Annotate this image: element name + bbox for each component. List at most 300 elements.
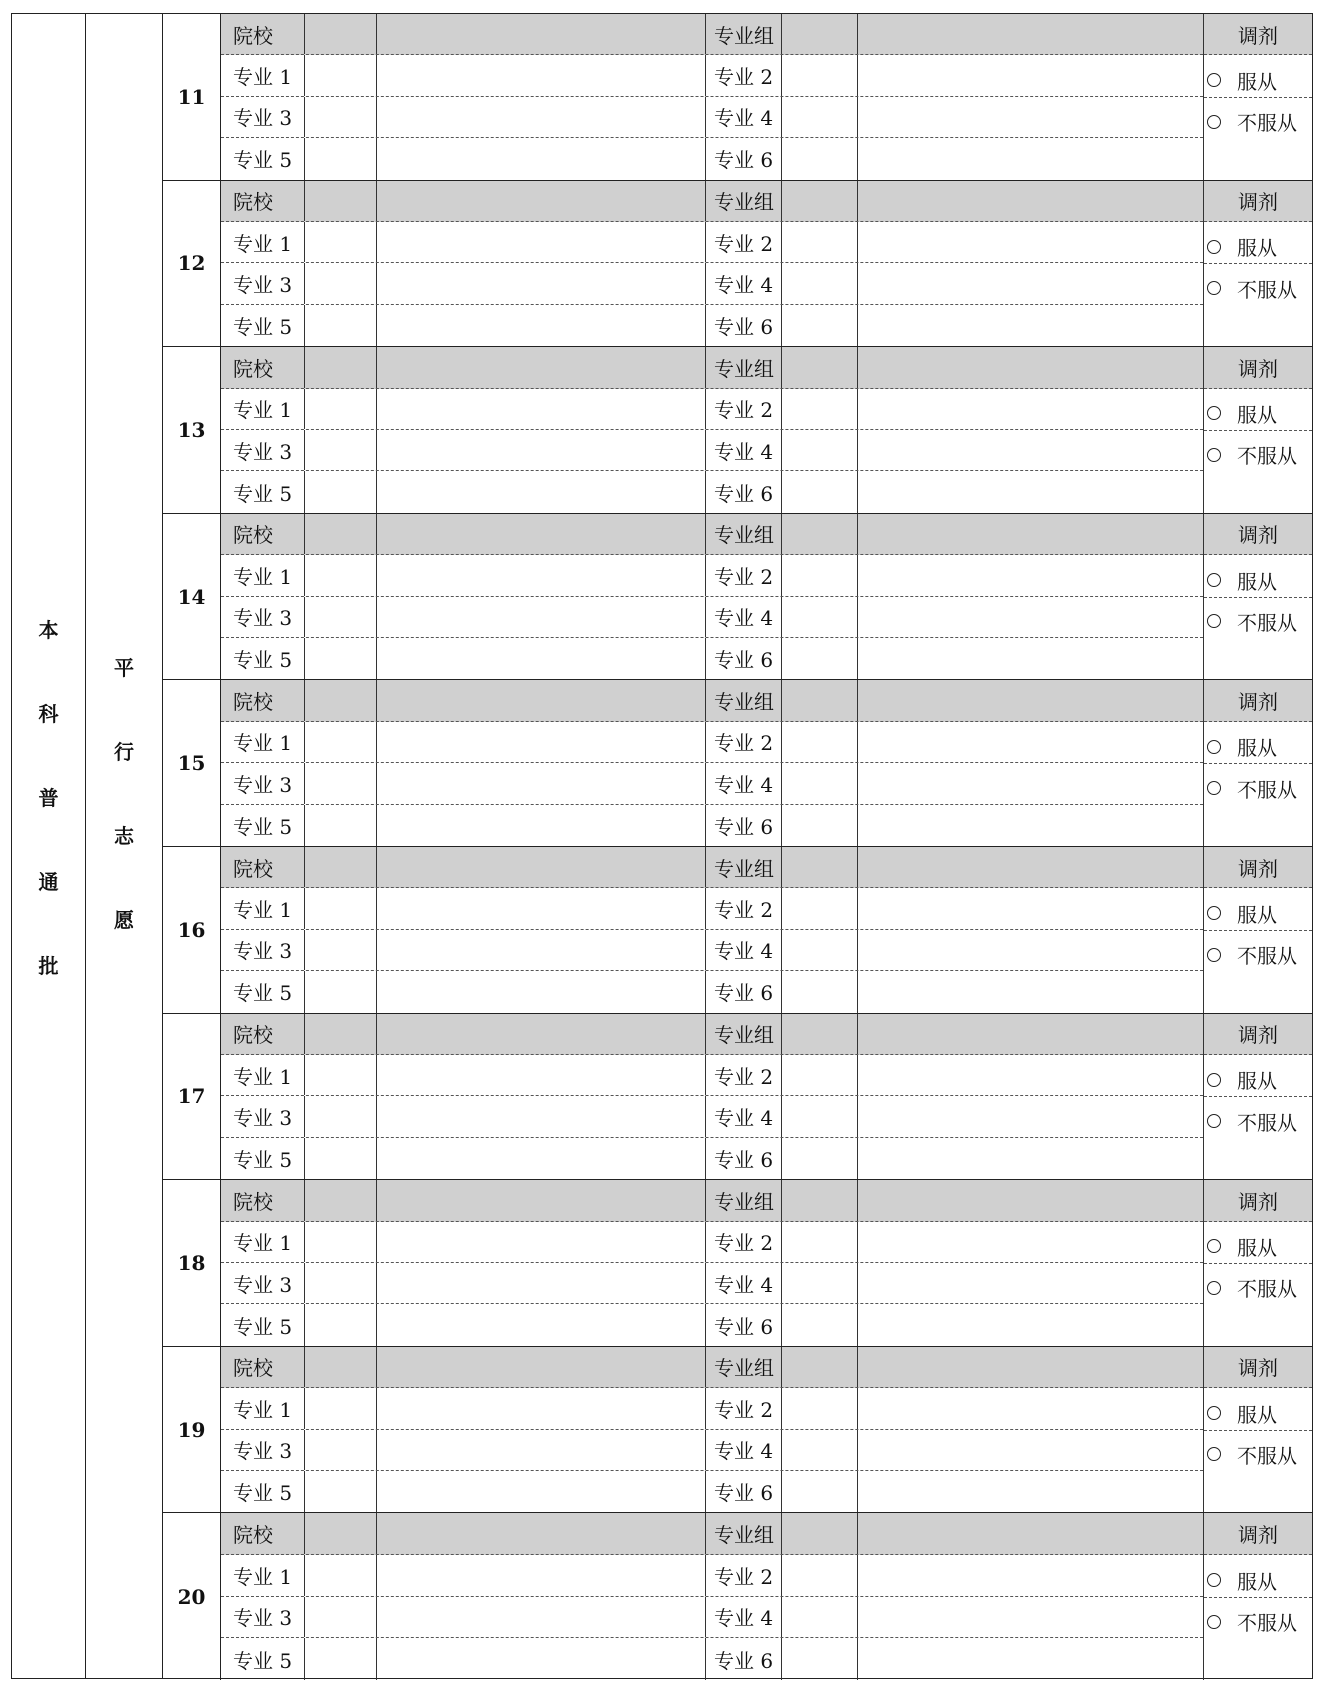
major-3-code-field[interactable] xyxy=(305,1430,377,1470)
major-3-code-field[interactable] xyxy=(305,430,377,470)
major-5-name-field[interactable] xyxy=(377,138,706,179)
major-2-name-field[interactable] xyxy=(858,389,1203,429)
school-name-field[interactable] xyxy=(377,1180,706,1220)
decline-label: 不服从 xyxy=(1237,111,1297,136)
major-5-code-field[interactable] xyxy=(305,1138,377,1179)
school-label: 院校 xyxy=(221,514,305,554)
school-code-field[interactable] xyxy=(305,347,377,387)
major-4-code-field[interactable] xyxy=(782,1096,858,1136)
major-group-name-field[interactable] xyxy=(858,1347,1203,1387)
adjustment-divider xyxy=(1204,1430,1312,1431)
major-6-code-field[interactable] xyxy=(782,471,858,512)
major-4-name-field[interactable] xyxy=(858,1096,1203,1136)
major-6-name-field[interactable] xyxy=(858,471,1203,512)
major-4-code-field[interactable] xyxy=(782,1430,858,1470)
accept-radio-icon[interactable] xyxy=(1207,740,1221,754)
major-2-name-field[interactable] xyxy=(858,722,1203,762)
accept-label: 服从 xyxy=(1237,569,1277,594)
major-2-name-field[interactable] xyxy=(858,1055,1203,1095)
major-4-name-field[interactable] xyxy=(858,1597,1203,1638)
major-row xyxy=(221,1222,1203,1263)
major-1-code-field[interactable] xyxy=(305,1222,377,1262)
major-6-code-field[interactable] xyxy=(782,138,858,179)
major-1-code-field[interactable] xyxy=(305,888,377,928)
accept-option[interactable] xyxy=(1207,65,1277,95)
major-4-name-field[interactable] xyxy=(858,930,1203,970)
major-group-code-field[interactable] xyxy=(782,1347,858,1387)
major-1-name-field[interactable] xyxy=(377,555,706,595)
school-row xyxy=(221,14,1203,55)
accept-label: 服从 xyxy=(1237,236,1277,261)
major-1-name-field[interactable] xyxy=(377,1222,706,1262)
adjustment-label: 调剂 xyxy=(1204,847,1312,888)
decline-option[interactable] xyxy=(1207,607,1297,637)
major-2-label: 专业 2 xyxy=(706,888,782,928)
volunteer-number: 19 xyxy=(163,1347,221,1513)
major-4-name-field[interactable] xyxy=(858,763,1203,803)
major-5-code-field[interactable] xyxy=(305,1304,377,1345)
major-5-code-field[interactable] xyxy=(305,138,377,179)
major-group-name-field[interactable] xyxy=(858,1513,1203,1554)
decline-option[interactable] xyxy=(1207,1106,1297,1136)
major-3-label: 专业 3 xyxy=(221,97,305,137)
adjustment-cell xyxy=(1203,1014,1312,1180)
accept-label: 服从 xyxy=(1237,402,1277,427)
accept-option[interactable] xyxy=(1207,232,1277,262)
major-group-name-field[interactable] xyxy=(858,514,1203,554)
major-3-name-field[interactable] xyxy=(377,597,706,637)
major-6-name-field[interactable] xyxy=(858,805,1203,846)
accept-radio-icon[interactable] xyxy=(1207,1239,1221,1253)
adjustment-label: 调剂 xyxy=(1204,1014,1312,1055)
major-2-code-field[interactable] xyxy=(782,555,858,595)
accept-option[interactable] xyxy=(1207,399,1277,429)
major-group-code-field[interactable] xyxy=(782,680,858,720)
major-3-name-field[interactable] xyxy=(377,1430,706,1470)
major-6-name-field[interactable] xyxy=(858,305,1203,346)
school-row xyxy=(221,847,1203,888)
major-row xyxy=(221,597,1203,638)
accept-radio-icon[interactable] xyxy=(1207,1406,1221,1420)
major-6-label: 专业 6 xyxy=(706,638,782,679)
decline-option[interactable] xyxy=(1207,940,1297,970)
accept-label: 服从 xyxy=(1237,69,1277,94)
decline-radio-icon[interactable] xyxy=(1207,1281,1221,1295)
major-row xyxy=(221,763,1203,804)
major-5-name-field[interactable] xyxy=(377,971,706,1012)
volunteer-block xyxy=(163,1347,1312,1514)
school-label: 院校 xyxy=(221,1347,305,1387)
accept-radio-icon[interactable] xyxy=(1207,73,1221,87)
major-2-name-field[interactable] xyxy=(858,55,1203,95)
adjustment-cell xyxy=(1203,1347,1312,1513)
major-3-code-field[interactable] xyxy=(305,1597,377,1638)
major-5-code-field[interactable] xyxy=(305,805,377,846)
school-code-field[interactable] xyxy=(305,680,377,720)
major-4-name-field[interactable] xyxy=(858,597,1203,637)
major-2-name-field[interactable] xyxy=(858,222,1203,262)
major-4-code-field[interactable] xyxy=(782,930,858,970)
major-group-code-field[interactable] xyxy=(782,1180,858,1220)
decline-option[interactable] xyxy=(1207,1607,1297,1637)
accept-option[interactable] xyxy=(1207,1065,1277,1095)
major-2-name-field[interactable] xyxy=(858,1555,1203,1596)
school-name-field[interactable] xyxy=(377,181,706,221)
volunteer-number: 20 xyxy=(163,1513,221,1680)
major-4-code-field[interactable] xyxy=(782,1263,858,1303)
major-5-code-field[interactable] xyxy=(305,305,377,346)
major-4-name-field[interactable] xyxy=(858,1430,1203,1470)
major-row xyxy=(221,805,1203,846)
major-group-name-field[interactable] xyxy=(858,14,1203,54)
major-4-name-field[interactable] xyxy=(858,1263,1203,1303)
school-code-field[interactable] xyxy=(305,181,377,221)
major-group-code-field[interactable] xyxy=(782,347,858,387)
major-2-code-field[interactable] xyxy=(782,722,858,762)
major-4-name-field[interactable] xyxy=(858,263,1203,303)
major-group-code-field[interactable] xyxy=(782,181,858,221)
major-group-label: 专业组 xyxy=(706,14,782,54)
accept-option[interactable] xyxy=(1207,565,1277,595)
major-3-code-field[interactable] xyxy=(305,763,377,803)
major-1-label: 专业 1 xyxy=(221,389,305,429)
major-6-name-field[interactable] xyxy=(858,138,1203,179)
school-label: 院校 xyxy=(221,1513,305,1554)
volunteer-block xyxy=(163,347,1312,514)
accept-radio-icon[interactable] xyxy=(1207,406,1221,420)
adjustment-divider xyxy=(1204,1597,1312,1598)
decline-radio-icon[interactable] xyxy=(1207,115,1221,129)
adjustment-cell xyxy=(1203,847,1312,1013)
adjustment-divider xyxy=(1204,97,1312,98)
decline-radio-icon[interactable] xyxy=(1207,781,1221,795)
decline-radio-icon[interactable] xyxy=(1207,614,1221,628)
school-name-field[interactable] xyxy=(377,1347,706,1387)
decline-label: 不服从 xyxy=(1237,1277,1297,1302)
major-row xyxy=(221,1138,1203,1179)
school-name-field[interactable] xyxy=(377,347,706,387)
decline-option[interactable] xyxy=(1207,773,1297,803)
major-4-code-field[interactable] xyxy=(782,763,858,803)
major-1-name-field[interactable] xyxy=(377,722,706,762)
accept-option[interactable] xyxy=(1207,1398,1277,1428)
major-group-label: 专业组 xyxy=(706,514,782,554)
volunteer-number: 18 xyxy=(163,1180,221,1346)
major-6-code-field[interactable] xyxy=(782,1638,858,1680)
adjustment-label: 调剂 xyxy=(1204,14,1312,55)
major-2-name-field[interactable] xyxy=(858,1222,1203,1262)
major-6-code-field[interactable] xyxy=(782,1304,858,1345)
major-group-name-field[interactable] xyxy=(858,847,1203,887)
major-3-label: 专业 3 xyxy=(221,430,305,470)
decline-label: 不服从 xyxy=(1237,610,1297,635)
adjustment-label: 调剂 xyxy=(1204,347,1312,388)
major-1-name-field[interactable] xyxy=(377,222,706,262)
decline-option[interactable] xyxy=(1207,440,1297,470)
school-name-field[interactable] xyxy=(377,14,706,54)
major-5-label: 专业 5 xyxy=(221,1304,305,1345)
major-6-name-field[interactable] xyxy=(858,1471,1203,1512)
major-5-name-field[interactable] xyxy=(377,805,706,846)
decline-radio-icon[interactable] xyxy=(1207,1114,1221,1128)
major-3-name-field[interactable] xyxy=(377,97,706,137)
volunteer-block xyxy=(163,1513,1312,1680)
major-5-label: 专业 5 xyxy=(221,805,305,846)
major-5-name-field[interactable] xyxy=(377,638,706,679)
major-3-name-field[interactable] xyxy=(377,1096,706,1136)
major-5-name-field[interactable] xyxy=(377,1138,706,1179)
major-5-label: 专业 5 xyxy=(221,1638,305,1680)
major-1-code-field[interactable] xyxy=(305,722,377,762)
major-5-code-field[interactable] xyxy=(305,638,377,679)
accept-radio-icon[interactable] xyxy=(1207,240,1221,254)
major-2-code-field[interactable] xyxy=(782,1388,858,1428)
volunteer-type-column xyxy=(86,14,163,1678)
school-code-field[interactable] xyxy=(305,1513,377,1554)
major-6-code-field[interactable] xyxy=(782,1138,858,1179)
major-4-code-field[interactable] xyxy=(782,97,858,137)
major-3-label: 专业 3 xyxy=(221,597,305,637)
decline-option[interactable] xyxy=(1207,273,1297,303)
accept-label: 服从 xyxy=(1237,902,1277,927)
major-5-name-field[interactable] xyxy=(377,1638,706,1680)
decline-radio-icon[interactable] xyxy=(1207,281,1221,295)
major-2-label: 专业 2 xyxy=(706,222,782,262)
major-4-code-field[interactable] xyxy=(782,597,858,637)
major-4-code-field[interactable] xyxy=(782,1597,858,1638)
major-row xyxy=(221,1471,1203,1512)
major-1-label: 专业 1 xyxy=(221,888,305,928)
decline-option[interactable] xyxy=(1207,1273,1297,1303)
major-group-code-field[interactable] xyxy=(782,14,858,54)
accept-option[interactable] xyxy=(1207,1232,1277,1262)
major-6-code-field[interactable] xyxy=(782,638,858,679)
major-6-name-field[interactable] xyxy=(858,638,1203,679)
major-4-label: 专业 4 xyxy=(706,97,782,137)
major-1-name-field[interactable] xyxy=(377,1555,706,1596)
batch-label-char: 通 xyxy=(38,870,59,894)
major-2-code-field[interactable] xyxy=(782,1555,858,1596)
major-1-label: 专业 1 xyxy=(221,555,305,595)
accept-radio-icon[interactable] xyxy=(1207,1073,1221,1087)
major-6-code-field[interactable] xyxy=(782,971,858,1012)
school-row xyxy=(221,1347,1203,1388)
major-group-label: 专业组 xyxy=(706,1347,782,1387)
major-2-code-field[interactable] xyxy=(782,1222,858,1262)
school-name-field[interactable] xyxy=(377,847,706,887)
school-row xyxy=(221,1014,1203,1055)
major-2-code-field[interactable] xyxy=(782,1055,858,1095)
volunteer-number: 12 xyxy=(163,181,221,347)
school-code-field[interactable] xyxy=(305,514,377,554)
major-6-label: 专业 6 xyxy=(706,471,782,512)
major-group-code-field[interactable] xyxy=(782,1513,858,1554)
major-2-name-field[interactable] xyxy=(858,555,1203,595)
major-1-label: 专业 1 xyxy=(221,722,305,762)
decline-radio-icon[interactable] xyxy=(1207,448,1221,462)
major-4-label: 专业 4 xyxy=(706,1430,782,1470)
major-group-code-field[interactable] xyxy=(782,514,858,554)
school-code-field[interactable] xyxy=(305,1180,377,1220)
major-group-code-field[interactable] xyxy=(782,1014,858,1054)
major-5-code-field[interactable] xyxy=(305,1471,377,1512)
volunteer-rows xyxy=(221,181,1203,347)
major-row xyxy=(221,1096,1203,1137)
major-6-code-field[interactable] xyxy=(782,805,858,846)
major-5-code-field[interactable] xyxy=(305,471,377,512)
school-name-field[interactable] xyxy=(377,680,706,720)
major-6-label: 专业 6 xyxy=(706,1638,782,1680)
major-1-name-field[interactable] xyxy=(377,1055,706,1095)
volunteer-type-label xyxy=(86,626,162,962)
major-6-code-field[interactable] xyxy=(782,305,858,346)
major-3-name-field[interactable] xyxy=(377,263,706,303)
major-5-name-field[interactable] xyxy=(377,305,706,346)
school-code-field[interactable] xyxy=(305,1014,377,1054)
school-row xyxy=(221,181,1203,222)
major-3-code-field[interactable] xyxy=(305,597,377,637)
batch-label-char: 普 xyxy=(38,786,59,810)
adjustment-label: 调剂 xyxy=(1204,680,1312,721)
major-1-code-field[interactable] xyxy=(305,1388,377,1428)
major-6-label: 专业 6 xyxy=(706,1138,782,1179)
accept-label: 服从 xyxy=(1237,1069,1277,1094)
accept-option[interactable] xyxy=(1207,1565,1277,1595)
major-3-code-field[interactable] xyxy=(305,1096,377,1136)
major-6-name-field[interactable] xyxy=(858,971,1203,1012)
major-1-code-field[interactable] xyxy=(305,222,377,262)
major-5-code-field[interactable] xyxy=(305,1638,377,1680)
major-6-name-field[interactable] xyxy=(858,1138,1203,1179)
major-5-name-field[interactable] xyxy=(377,1471,706,1512)
major-group-code-field[interactable] xyxy=(782,847,858,887)
major-2-label: 专业 2 xyxy=(706,1555,782,1596)
school-row xyxy=(221,514,1203,555)
major-6-label: 专业 6 xyxy=(706,138,782,179)
major-6-label: 专业 6 xyxy=(706,971,782,1012)
adjustment-cell xyxy=(1203,680,1312,846)
major-3-name-field[interactable] xyxy=(377,763,706,803)
major-1-name-field[interactable] xyxy=(377,55,706,95)
major-row xyxy=(221,389,1203,430)
major-3-name-field[interactable] xyxy=(377,930,706,970)
major-3-name-field[interactable] xyxy=(377,1263,706,1303)
major-group-name-field[interactable] xyxy=(858,1014,1203,1054)
decline-option[interactable] xyxy=(1207,107,1297,137)
major-2-code-field[interactable] xyxy=(782,222,858,262)
major-1-code-field[interactable] xyxy=(305,55,377,95)
major-4-name-field[interactable] xyxy=(858,430,1203,470)
accept-option[interactable] xyxy=(1207,732,1277,762)
adjustment-divider xyxy=(1204,263,1312,264)
major-2-name-field[interactable] xyxy=(858,1388,1203,1428)
accept-radio-icon[interactable] xyxy=(1207,573,1221,587)
major-2-code-field[interactable] xyxy=(782,389,858,429)
school-label: 院校 xyxy=(221,14,305,54)
major-row xyxy=(221,1263,1203,1304)
major-1-code-field[interactable] xyxy=(305,1055,377,1095)
major-2-name-field[interactable] xyxy=(858,888,1203,928)
decline-radio-icon[interactable] xyxy=(1207,1615,1221,1629)
major-3-code-field[interactable] xyxy=(305,263,377,303)
major-4-code-field[interactable] xyxy=(782,263,858,303)
volunteer-type-label-char: 平 xyxy=(114,656,134,680)
major-row xyxy=(221,638,1203,679)
major-3-code-field[interactable] xyxy=(305,97,377,137)
major-3-name-field[interactable] xyxy=(377,430,706,470)
accept-radio-icon[interactable] xyxy=(1207,906,1221,920)
major-1-name-field[interactable] xyxy=(377,888,706,928)
decline-radio-icon[interactable] xyxy=(1207,1447,1221,1461)
major-5-name-field[interactable] xyxy=(377,471,706,512)
major-3-name-field[interactable] xyxy=(377,1597,706,1638)
major-row xyxy=(221,305,1203,346)
volunteer-form-table xyxy=(11,13,1313,1679)
volunteer-rows xyxy=(221,1014,1203,1180)
major-4-code-field[interactable] xyxy=(782,430,858,470)
major-1-code-field[interactable] xyxy=(305,1555,377,1596)
major-group-name-field[interactable] xyxy=(858,181,1203,221)
volunteer-type-label-char: 志 xyxy=(114,824,134,848)
major-group-name-field[interactable] xyxy=(858,347,1203,387)
school-name-field[interactable] xyxy=(377,1513,706,1554)
decline-radio-icon[interactable] xyxy=(1207,948,1221,962)
major-5-label: 专业 5 xyxy=(221,305,305,346)
accept-radio-icon[interactable] xyxy=(1207,1573,1221,1587)
major-row xyxy=(221,430,1203,471)
major-2-code-field[interactable] xyxy=(782,55,858,95)
school-name-field[interactable] xyxy=(377,514,706,554)
major-1-label: 专业 1 xyxy=(221,1388,305,1428)
major-row xyxy=(221,1638,1203,1680)
major-group-name-field[interactable] xyxy=(858,1180,1203,1220)
decline-label: 不服从 xyxy=(1237,777,1297,802)
school-code-field[interactable] xyxy=(305,1347,377,1387)
major-row xyxy=(221,722,1203,763)
school-row xyxy=(221,1180,1203,1221)
school-label: 院校 xyxy=(221,181,305,221)
adjustment-divider xyxy=(1204,763,1312,764)
accept-option[interactable] xyxy=(1207,898,1277,928)
major-1-name-field[interactable] xyxy=(377,389,706,429)
major-3-code-field[interactable] xyxy=(305,1263,377,1303)
major-6-code-field[interactable] xyxy=(782,1471,858,1512)
major-group-name-field[interactable] xyxy=(858,680,1203,720)
adjustment-cell xyxy=(1203,347,1312,513)
school-code-field[interactable] xyxy=(305,14,377,54)
major-5-code-field[interactable] xyxy=(305,971,377,1012)
major-1-label: 专业 1 xyxy=(221,1555,305,1596)
school-code-field[interactable] xyxy=(305,847,377,887)
major-5-label: 专业 5 xyxy=(221,1471,305,1512)
batch-column xyxy=(12,14,86,1678)
major-4-name-field[interactable] xyxy=(858,97,1203,137)
major-6-name-field[interactable] xyxy=(858,1304,1203,1345)
major-5-name-field[interactable] xyxy=(377,1304,706,1345)
major-6-name-field[interactable] xyxy=(858,1638,1203,1680)
major-3-label: 专业 3 xyxy=(221,1597,305,1638)
major-6-label: 专业 6 xyxy=(706,1304,782,1345)
major-3-code-field[interactable] xyxy=(305,930,377,970)
major-row xyxy=(221,1055,1203,1096)
major-2-code-field[interactable] xyxy=(782,888,858,928)
major-1-code-field[interactable] xyxy=(305,555,377,595)
major-1-code-field[interactable] xyxy=(305,389,377,429)
decline-option[interactable] xyxy=(1207,1440,1297,1470)
major-1-name-field[interactable] xyxy=(377,1388,706,1428)
volunteer-block xyxy=(163,847,1312,1014)
school-name-field[interactable] xyxy=(377,1014,706,1054)
